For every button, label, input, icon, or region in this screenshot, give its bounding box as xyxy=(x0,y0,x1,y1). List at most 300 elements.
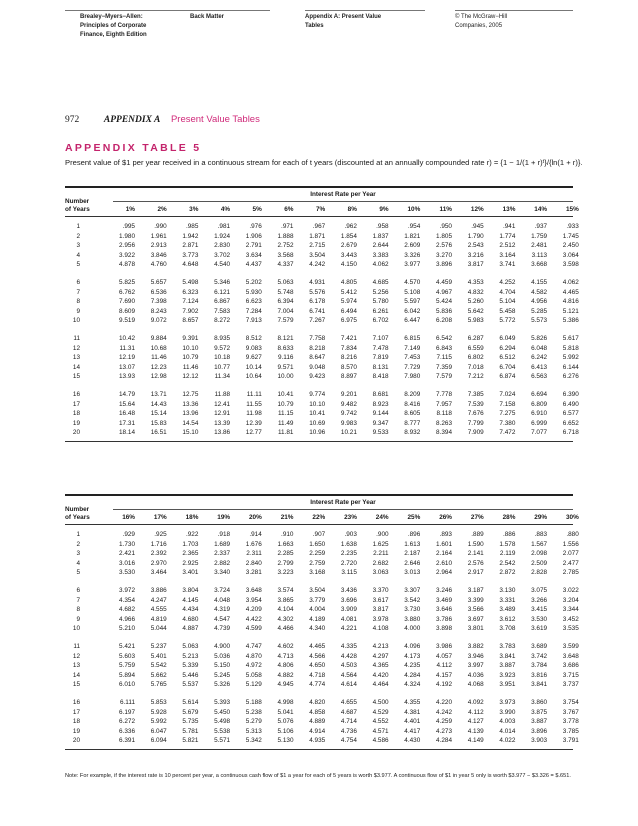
table-cell: 10.68 xyxy=(150,344,167,352)
table-cell: 3.978 xyxy=(372,615,389,623)
table-cell: 4.062 xyxy=(562,279,579,286)
table-cell: 3.452 xyxy=(562,615,579,623)
table-cell: 4.602 xyxy=(277,643,294,650)
table-cell: 4.127 xyxy=(467,718,484,726)
page-number: 972 xyxy=(65,115,80,125)
table-cell: 4.945 xyxy=(277,681,294,689)
table-cell: 3.568 xyxy=(277,251,294,259)
table-cell: 3.443 xyxy=(340,251,357,259)
table-cell: 6.242 xyxy=(531,354,548,362)
table-cell: 5.424 xyxy=(436,298,452,306)
table-cell: 16.51 xyxy=(150,429,167,437)
table-cell: 7.778 xyxy=(436,391,452,398)
table-cell: 3.469 xyxy=(436,596,452,604)
table-cell: 6.702 xyxy=(372,317,389,325)
table-cell: 10.10 xyxy=(309,400,326,408)
table-cell: 6.802 xyxy=(467,354,484,362)
table-cell: 4.417 xyxy=(404,727,421,735)
table-cell: 3.730 xyxy=(404,606,421,614)
table-cell: 4.465 xyxy=(309,643,326,650)
table-cell: 8.416 xyxy=(404,400,421,408)
table-row xyxy=(65,410,579,419)
caption-rule xyxy=(113,201,573,202)
table-cell: 2.098 xyxy=(531,550,548,558)
table-cell: 3.923 xyxy=(499,671,516,679)
table-cell: 6.178 xyxy=(309,298,326,306)
table-cell: 4.284 xyxy=(436,737,452,745)
table-cell: 5.573 xyxy=(531,317,548,325)
table-cell: 3.860 xyxy=(531,699,548,706)
table-cell: 10.21 xyxy=(340,429,357,437)
table-cell: 9.048 xyxy=(309,363,326,371)
table-cell: 7.284 xyxy=(245,307,262,315)
table-cell: 3.783 xyxy=(499,643,516,650)
table-cell: 4.209 xyxy=(245,606,262,614)
table-cell: 2.365 xyxy=(182,550,199,558)
table-row xyxy=(65,335,579,344)
row-year: 16 xyxy=(72,391,80,398)
row-year: 7 xyxy=(76,288,80,296)
table-cell: 2.477 xyxy=(562,559,579,567)
table-cell: 3.331 xyxy=(499,596,516,604)
header-bottom-rule xyxy=(65,216,573,217)
table-cell: 7.583 xyxy=(214,307,231,315)
table-cell: 4.774 xyxy=(309,681,326,689)
table-cell: 3.270 xyxy=(436,251,452,259)
column-header: 14% xyxy=(534,206,548,213)
table-cell: .883 xyxy=(534,531,548,538)
table-cell: 7.158 xyxy=(499,400,516,408)
row-year: 11 xyxy=(73,335,80,342)
table-cell: 1.745 xyxy=(562,232,579,240)
table-cell: 2.646 xyxy=(404,559,421,567)
table-cell: .937 xyxy=(534,223,548,230)
table-row xyxy=(65,279,579,288)
table-row xyxy=(65,307,579,317)
row-year: 20 xyxy=(72,429,80,437)
table-cell: 5.104 xyxy=(499,298,516,306)
table-cell: 7.018 xyxy=(467,363,484,371)
table-cell: 14.79 xyxy=(119,391,135,398)
column-header: 26% xyxy=(439,514,452,521)
table-cell: 6.047 xyxy=(150,727,167,735)
table-cell: 4.108 xyxy=(372,625,389,633)
table-cell: 4.931 xyxy=(309,279,326,286)
table-row xyxy=(65,242,579,251)
table-row xyxy=(65,587,579,596)
table-cell: 5.342 xyxy=(245,737,262,745)
table-cell: 4.680 xyxy=(182,615,199,623)
table-cell: 2.720 xyxy=(340,559,357,567)
table-cell: 7.980 xyxy=(404,373,421,381)
row-year: 5 xyxy=(76,569,80,577)
column-header: 22% xyxy=(312,514,326,521)
table-cell: .889 xyxy=(471,531,484,538)
table-cell: 2.119 xyxy=(499,550,516,558)
table-cell: 4.036 xyxy=(467,671,484,679)
table-cell: 4.570 xyxy=(404,279,421,286)
table-cell: 3.737 xyxy=(562,681,579,689)
table-cell: 3.436 xyxy=(340,587,357,594)
table-cell: 2.077 xyxy=(562,550,579,558)
table-cell: 7.834 xyxy=(340,344,357,352)
table-cell: 3.886 xyxy=(150,587,167,594)
table-cell: 6.623 xyxy=(245,298,262,306)
table-cell: 5.041 xyxy=(277,708,294,716)
table-cell: 5.130 xyxy=(277,737,294,745)
table-cell: 5.401 xyxy=(150,652,167,660)
table-cell: 2.840 xyxy=(245,559,262,567)
table-cell: 6.559 xyxy=(467,344,484,352)
table-cell: 4.000 xyxy=(404,625,421,633)
table-cell: 4.806 xyxy=(277,662,294,670)
table-cell: 11.98 xyxy=(246,410,262,418)
table-cell: .922 xyxy=(185,531,199,538)
table-cell: 10.00 xyxy=(277,373,294,381)
table-cell: 4.739 xyxy=(214,625,231,633)
table-cell: 13.39 xyxy=(214,419,231,427)
table-cell: 12.12 xyxy=(182,373,199,381)
table-cell: 9.627 xyxy=(245,354,262,362)
row-year: 4 xyxy=(76,559,80,567)
table-cell: 8.935 xyxy=(214,335,231,342)
table-cell: 5.679 xyxy=(182,708,199,716)
table-cell: 10.79 xyxy=(277,400,294,408)
table-cell: 10.69 xyxy=(309,419,326,427)
column-header: 2% xyxy=(157,206,167,213)
table-cell: 4.221 xyxy=(340,625,357,633)
table-cell: 2.450 xyxy=(562,242,579,250)
row-year: 1 xyxy=(76,223,80,230)
table-cell: 4.655 xyxy=(340,699,357,706)
table-cell: 4.355 xyxy=(404,699,421,706)
table-cell: 4.465 xyxy=(562,288,579,296)
column-header: 12% xyxy=(470,206,484,213)
table-cell: 8.570 xyxy=(340,363,357,371)
table-cell: 4.273 xyxy=(436,727,452,735)
table-cell: 5.930 xyxy=(245,288,262,296)
table-cell: 10.42 xyxy=(119,335,135,342)
table-cell: 13.96 xyxy=(182,410,199,418)
table-cell: 3.785 xyxy=(562,727,579,735)
table-cell: 3.817 xyxy=(467,261,484,269)
table-cell: 2.913 xyxy=(150,242,167,250)
table-row xyxy=(65,531,579,540)
table-cell: 5.108 xyxy=(404,288,421,296)
table-cell: 3.326 xyxy=(404,251,421,259)
table-cell: 6.294 xyxy=(499,344,516,352)
table-title: APPENDIX TABLE 5 xyxy=(65,142,202,154)
table-cell: 3.708 xyxy=(499,625,516,633)
table-cell: 8.605 xyxy=(404,410,421,418)
table-top-rule xyxy=(65,494,573,496)
table-cell: 5.826 xyxy=(531,335,548,342)
table-cell: .981 xyxy=(217,223,231,230)
table-cell: 4.747 xyxy=(245,643,262,650)
table-cell: 3.022 xyxy=(562,587,579,594)
table-cell: 4.173 xyxy=(404,652,421,660)
column-header: 18% xyxy=(185,514,199,521)
column-header: 5% xyxy=(252,206,262,213)
table-cell: .903 xyxy=(344,531,357,538)
header-rule-section xyxy=(305,10,425,11)
table-cell: 4.878 xyxy=(119,261,135,269)
table-cell: 4.967 xyxy=(436,288,452,296)
table-cell: 3.598 xyxy=(562,261,579,269)
table-row xyxy=(65,391,579,400)
table-cell: 4.220 xyxy=(436,699,452,706)
table-cell: 2.828 xyxy=(531,569,548,577)
table-cell: 7.957 xyxy=(436,400,452,408)
table-cell: 2.785 xyxy=(562,569,579,577)
table-cell: 2.285 xyxy=(277,550,294,558)
table-cell: 3.281 xyxy=(245,569,262,577)
table-cell: 6.809 xyxy=(531,400,548,408)
table-cell: 4.816 xyxy=(562,298,579,306)
table-cell: 4.014 xyxy=(499,727,516,735)
table-cell: 2.259 xyxy=(309,550,326,558)
stub-header xyxy=(65,506,90,522)
table-cell: 5.780 xyxy=(372,298,389,306)
table-cell: 3.715 xyxy=(562,671,579,679)
table-cell: 8.263 xyxy=(436,419,452,427)
table-cell: 8.272 xyxy=(214,317,231,325)
table-cell: 3.816 xyxy=(531,671,548,679)
row-year: 12 xyxy=(72,344,80,352)
row-year: 2 xyxy=(76,232,80,240)
table-cell: 1.578 xyxy=(499,540,516,548)
table-cell: .880 xyxy=(566,531,579,538)
table-cell: 4.832 xyxy=(467,288,484,296)
table-cell: 6.494 xyxy=(340,307,357,315)
table-cell: 6.049 xyxy=(499,335,516,342)
table-cell: 3.204 xyxy=(562,596,579,604)
table-cell: 9.482 xyxy=(340,400,357,408)
table-cell: 7.579 xyxy=(277,317,294,325)
table-cell: 4.081 xyxy=(340,615,357,623)
table-cell: 11.46 xyxy=(151,354,167,362)
table-cell: 1.924 xyxy=(214,232,231,240)
table-row xyxy=(65,643,579,652)
table-cell: .886 xyxy=(502,531,516,538)
table-cell: 1.676 xyxy=(245,540,262,548)
table-row xyxy=(65,615,579,625)
table-cell: 9.519 xyxy=(119,317,135,325)
table-cell: 5.106 xyxy=(277,727,294,735)
table-cell: 4.420 xyxy=(372,671,389,679)
table-cell: .918 xyxy=(217,531,231,538)
table-cell: 7.149 xyxy=(404,344,421,352)
table-cell: 3.530 xyxy=(531,615,548,623)
table-cell: 3.990 xyxy=(499,708,516,716)
table-cell: 15.64 xyxy=(119,400,135,408)
table-cell: 7.902 xyxy=(182,307,199,315)
table-cell: 9.347 xyxy=(372,419,389,427)
table-cell: 2.576 xyxy=(436,242,452,250)
table-cell: 5.576 xyxy=(309,288,326,296)
table-cell: 6.276 xyxy=(562,373,579,381)
column-header: 24% xyxy=(375,514,389,521)
table-cell: 4.540 xyxy=(214,261,231,269)
table-cell: 6.975 xyxy=(340,317,357,325)
table-cell: 4.547 xyxy=(214,615,231,623)
table-cell: 5.412 xyxy=(340,288,357,296)
table-row xyxy=(65,708,579,718)
table-cell: 12.39 xyxy=(245,419,262,427)
table-cell: 5.894 xyxy=(119,671,135,679)
table-cell: 1.638 xyxy=(340,540,357,548)
table-cell: 7.690 xyxy=(119,298,135,306)
table-row xyxy=(65,288,579,298)
column-header: 23% xyxy=(344,514,357,521)
header-rule-left xyxy=(65,10,195,11)
table-cell: 2.882 xyxy=(214,559,231,567)
table-cell: 4.297 xyxy=(372,652,389,660)
table-cell: 12.91 xyxy=(214,410,231,418)
table-cell: 2.925 xyxy=(182,559,199,567)
table-cell: 3.951 xyxy=(499,681,516,689)
table-cell: 3.724 xyxy=(214,587,231,594)
column-header: 8% xyxy=(347,206,357,213)
table-cell: .954 xyxy=(407,223,421,230)
table-cell: 3.846 xyxy=(150,251,167,259)
table-cell: 13.71 xyxy=(150,391,167,398)
table-cell: 1.942 xyxy=(182,232,199,240)
table-cell: .985 xyxy=(185,223,199,230)
table-cell: 3.566 xyxy=(467,606,484,614)
table-cell: 4.057 xyxy=(436,652,452,660)
table-cell: 6.704 xyxy=(499,363,516,371)
table-cell: 18.14 xyxy=(119,429,135,437)
header-section: Appendix A: Present Value Tables xyxy=(305,14,382,29)
table-cell: 4.614 xyxy=(340,681,357,689)
table-cell: 2.970 xyxy=(150,559,167,567)
table-cell: 3.689 xyxy=(531,643,548,650)
table-cell: 10.79 xyxy=(182,354,199,362)
table-cell: 10.41 xyxy=(277,391,294,398)
table-cell: 5.188 xyxy=(245,699,262,706)
table-cell: 3.504 xyxy=(309,251,326,259)
table-cell: 7.579 xyxy=(436,373,452,381)
row-year: 2 xyxy=(76,540,80,548)
table-row xyxy=(65,671,579,681)
table-cell: 5.393 xyxy=(214,699,231,706)
table-cell: 3.804 xyxy=(182,587,199,594)
table-cell: 8.243 xyxy=(150,307,167,315)
row-year: 13 xyxy=(72,354,80,362)
table-row xyxy=(65,596,579,606)
table-cell: 6.208 xyxy=(436,317,452,325)
table-cell: 7.077 xyxy=(531,429,548,437)
table-cell: 3.617 xyxy=(372,596,389,604)
table-caption: Interest Rate per Year xyxy=(310,499,376,506)
row-year: 10 xyxy=(72,625,80,633)
table-cell: .962 xyxy=(344,223,357,230)
table-bottom-rule xyxy=(65,441,573,442)
table-cell: 3.113 xyxy=(531,251,548,259)
table-cell: 5.642 xyxy=(467,307,484,315)
table-cell: 6.390 xyxy=(562,391,579,398)
table-cell: 11.34 xyxy=(214,373,231,381)
table-cell: 3.767 xyxy=(562,708,579,716)
table-cell: 3.064 xyxy=(562,251,579,259)
table-cell: 3.801 xyxy=(467,625,484,633)
table-cell: .914 xyxy=(249,531,262,538)
table-cell: 3.779 xyxy=(309,596,326,604)
table-cell: 2.187 xyxy=(404,550,421,558)
table-cell: 4.242 xyxy=(309,261,326,269)
table-cell: 5.386 xyxy=(562,317,579,325)
table-cell: 4.998 xyxy=(277,699,294,706)
table-cell: 6.577 xyxy=(562,410,579,418)
table-cell: 3.542 xyxy=(404,596,421,604)
table-cell: 5.657 xyxy=(150,279,167,286)
appendix-title: Present Value Tables xyxy=(170,114,260,125)
table-cell: 8.216 xyxy=(340,354,357,362)
table-cell: 4.324 xyxy=(404,681,421,689)
table-cell: 1.980 xyxy=(119,232,135,240)
table-cell: 4.956 xyxy=(531,298,548,306)
column-header: 15% xyxy=(566,206,579,213)
table-cell: 6.261 xyxy=(372,307,389,315)
table-cell: 2.682 xyxy=(372,559,389,567)
table-cell: 9.144 xyxy=(372,410,389,418)
table-cell: 11.11 xyxy=(246,391,262,398)
table-cell: 7.539 xyxy=(467,400,484,408)
table-cell: 14.43 xyxy=(150,400,167,408)
table-cell: 2.715 xyxy=(309,242,326,250)
table-cell: 4.112 xyxy=(436,662,452,670)
table-cell: 13.93 xyxy=(119,373,135,381)
table-cell: 5.058 xyxy=(245,671,262,679)
table-cell: 2.917 xyxy=(467,569,484,577)
table-cell: 1.716 xyxy=(150,540,167,548)
table-cell: 9.774 xyxy=(309,391,326,398)
table-cell: 4.004 xyxy=(309,606,326,614)
table-row xyxy=(65,699,579,708)
table-cell: 14.54 xyxy=(182,419,199,427)
table-cell: 6.391 xyxy=(119,737,135,745)
table-cell: 7.472 xyxy=(499,429,516,437)
table-cell: 4.242 xyxy=(436,708,452,716)
table-cell: 3.841 xyxy=(531,681,548,689)
table-cell: 4.428 xyxy=(340,652,357,660)
table-cell: 6.323 xyxy=(182,288,199,296)
row-year: 1 xyxy=(76,531,80,538)
table-cell: 4.139 xyxy=(467,727,484,735)
table-cell: .958 xyxy=(376,223,389,230)
table-cell: 5.748 xyxy=(277,288,294,296)
table-cell: 2.141 xyxy=(467,550,484,558)
table-cell: 7.758 xyxy=(309,335,326,342)
table-cell: 4.096 xyxy=(404,643,421,650)
table-cell: 3.344 xyxy=(562,606,579,614)
table-cell: 4.582 xyxy=(531,288,548,296)
table-cell: 3.882 xyxy=(467,643,484,650)
row-year: 9 xyxy=(76,615,80,623)
header-rule-right xyxy=(455,10,573,11)
table-cell: 11.88 xyxy=(214,391,231,398)
table-cell: 4.247 xyxy=(150,596,167,604)
table-cell: 3.880 xyxy=(404,615,421,623)
table-cell: 4.365 xyxy=(372,662,389,670)
table-cell: 8.897 xyxy=(340,373,357,381)
table-cell: 3.266 xyxy=(531,596,548,604)
column-header: 16% xyxy=(122,514,135,521)
table-cell: 5.076 xyxy=(277,718,294,726)
table-cell: 11.81 xyxy=(277,429,294,437)
table-cell: 7.909 xyxy=(467,429,484,437)
